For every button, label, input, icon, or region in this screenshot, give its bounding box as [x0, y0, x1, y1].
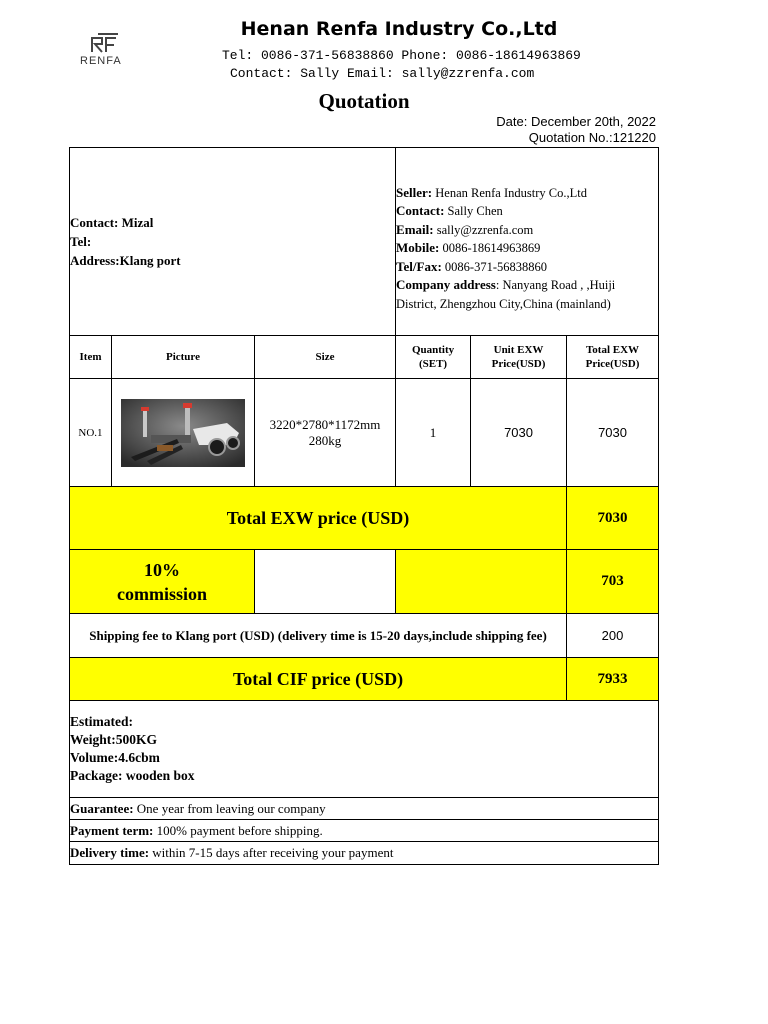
seller-address-value: : Nanyang Road , ,Huiji District, Zhengzhou City,China (mainland)	[396, 278, 616, 311]
commission-value: 703	[567, 550, 659, 614]
shipping-label: Shipping fee to Klang port (USD) (delivery time is 15-20 days,include shipping fee)	[70, 614, 567, 658]
quotation-date: Date: December 20th, 2022	[496, 114, 656, 129]
tel-line: Tel: 0086-371-56838860 Phone: 0086-18614963869	[222, 48, 581, 63]
total-exw-row	[70, 487, 659, 550]
row-size	[255, 379, 396, 487]
row-quantity: 1	[396, 379, 471, 487]
guarantee-row	[70, 798, 659, 820]
row-item: NO.1	[70, 379, 112, 487]
seller-info	[396, 148, 659, 336]
payment-value: 100% payment before shipping.	[153, 822, 323, 838]
estimate-info	[70, 701, 659, 798]
row-picture	[112, 379, 255, 487]
col-quantity-line2: (SET)	[418, 358, 448, 370]
buyer-address: Address:Klang port	[70, 253, 181, 268]
total-cif-value: 7933	[567, 658, 659, 701]
seller-contact-label: Contact:	[396, 203, 445, 219]
shipping-value: 200	[567, 614, 659, 658]
quotation-table	[69, 147, 659, 865]
col-quantity-line1: Quantity	[411, 344, 455, 356]
estimate-row	[70, 701, 659, 798]
commission-fill	[396, 550, 567, 614]
col-total-line1: Total EXW	[585, 344, 640, 356]
seller-telfax-label: Tel/Fax:	[396, 258, 442, 274]
logo-text: RENFA	[80, 55, 122, 67]
col-total-price	[567, 336, 659, 379]
guarantee-term	[70, 798, 659, 820]
parties-row	[70, 148, 659, 336]
company-name: Henan Renfa Industry Co.,Ltd	[240, 18, 558, 40]
col-quantity	[396, 336, 471, 379]
row-unit-price: 7030	[471, 379, 567, 487]
delivery-value: within 7-15 days after receiving your payment	[149, 845, 394, 860]
commission-percent: 10%	[144, 559, 180, 580]
total-exw-label: Total EXW price (USD)	[70, 487, 567, 550]
total-cif-label: Total CIF price (USD)	[70, 658, 567, 701]
column-header-row	[70, 336, 659, 379]
row-total-price: 7030	[567, 379, 659, 487]
col-unit-line1: Unit EXW	[493, 344, 544, 356]
buyer-tel: Tel:	[70, 234, 92, 249]
col-item: Item	[70, 336, 112, 379]
commission-row	[70, 550, 659, 614]
commission-word: commission	[117, 583, 207, 604]
row-size-weight: 280kg	[308, 432, 342, 448]
seller-mobile-label: Mobile:	[396, 240, 440, 256]
estimate-title: Estimated:	[70, 714, 133, 729]
col-unit-line2: Price(USD)	[491, 358, 546, 370]
payment-term	[70, 820, 659, 842]
row-size-dimensions: 3220*2780*1172mm	[269, 416, 381, 432]
seller-mobile-value: 0086-18614963869	[439, 241, 541, 256]
payment-row	[70, 820, 659, 842]
col-picture: Picture	[112, 336, 255, 379]
col-unit-price	[471, 336, 567, 379]
seller-contact-value: Sally Chen	[444, 204, 503, 219]
total-exw-value: 7030	[567, 487, 659, 550]
contact-line: Contact: Sally Email: sally@zzrenfa.com	[230, 66, 535, 81]
payment-label: Payment term:	[70, 822, 154, 838]
commission-label	[70, 550, 255, 614]
quotation-number: Quotation No.:121220	[528, 130, 656, 145]
delivery-row	[70, 842, 659, 865]
col-size: Size	[255, 336, 396, 379]
seller-address-label: Company address	[396, 277, 496, 293]
estimate-package: Package: wooden box	[70, 768, 195, 783]
estimate-weight: Weight:500KG	[70, 732, 157, 747]
total-cif-row	[70, 658, 659, 701]
seller-telfax-value: 0086-371-56838860	[441, 259, 547, 274]
buyer-info	[70, 148, 396, 336]
seller-label: Seller:	[396, 184, 433, 200]
seller-email-label: Email:	[396, 221, 434, 237]
estimate-volume: Volume:4.6cbm	[70, 750, 160, 765]
guarantee-label: Guarantee:	[70, 800, 134, 816]
guarantee-value: One year from leaving our company	[133, 800, 326, 816]
commission-blank	[255, 550, 396, 614]
delivery-term	[70, 842, 659, 865]
buyer-contact: Contact: Mizal	[70, 215, 154, 230]
product-photo	[121, 399, 245, 467]
page-title: Quotation	[318, 89, 410, 113]
seller-email-value: sally@zzrenfa.com	[433, 222, 534, 237]
shipping-row	[70, 614, 659, 658]
col-total-line2: Price(USD)	[585, 358, 640, 370]
table-row	[70, 379, 659, 487]
seller-value: Henan Renfa Industry Co.,Ltd	[432, 185, 587, 200]
delivery-label: Delivery time:	[70, 845, 150, 860]
